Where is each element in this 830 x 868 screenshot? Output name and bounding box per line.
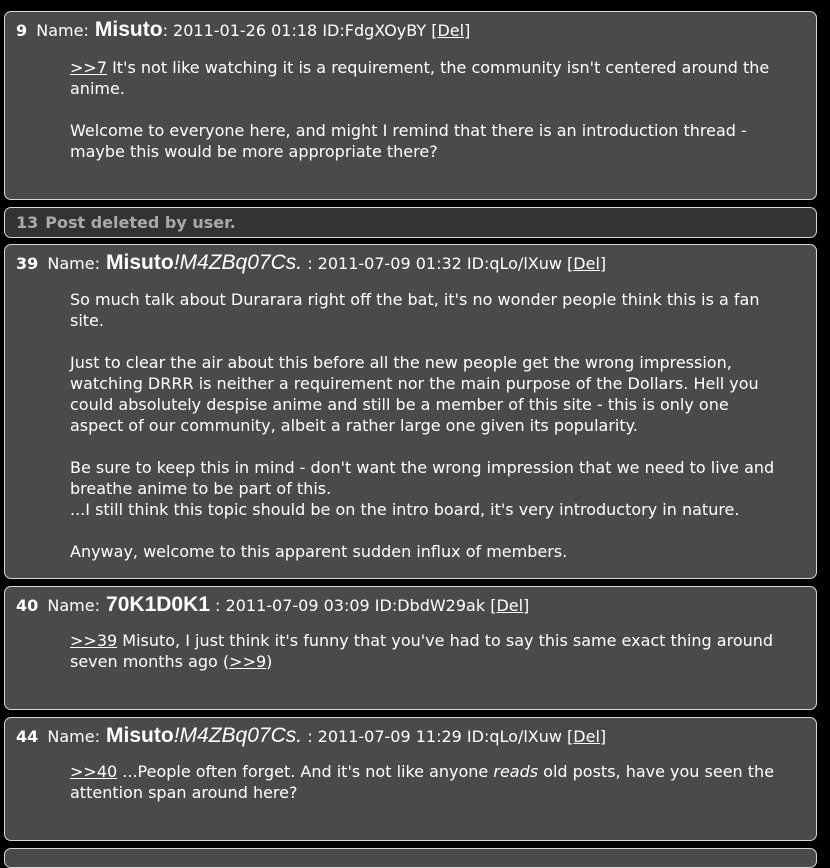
paragraph [70,541,786,562]
paragraph-text: Welcome to everyone here, and might I remind that there is an introduction thread - maybe this would be more appropriate there? [70,121,747,161]
post-44 [4,717,817,841]
bracket-close: ] [599,727,607,746]
name-label: Name: [47,727,100,746]
paragraph-text: Just to clear the air about this before all the new people get the wrong impression, watching DRRR is neither a requirement nor the main purpose of the Dollars. Hell you could absolutely despise anime and still be a member of this site - this is only one aspect of our community, albeit a rather large one given its popularity. [70,353,759,435]
delete-link[interactable]: Del [496,596,524,615]
post-next-partial [4,848,817,868]
post-header [16,251,606,276]
paragraph [70,352,786,436]
post-header [16,593,529,618]
paragraph-text: Anyway, welcome to this apparent sudden influx of members. [70,542,568,561]
paragraph-text: So much talk about Durarara right off the bat, it's no wonder people think this is a fan site. [70,290,760,330]
delete-link[interactable]: Del [573,254,600,273]
paragraph [70,120,786,162]
post-meta: : 2011-07-09 01:32 ID:qLo/lXuw [ [307,254,574,273]
name-label: Name: [36,21,89,40]
quote-link[interactable]: >>39 [70,631,118,650]
post-number[interactable]: 9 [16,21,28,40]
name-label: Name: [47,596,100,615]
tripcode: !M4ZBq07Cs. [173,724,303,747]
deleted-notice [16,212,236,234]
post-39 [4,244,817,579]
paragraph-text: Be sure to keep this in mind - don't want the wrong impression that we need to live and breathe anime to be part of this. [70,458,775,498]
quote-link[interactable]: >>9 [229,652,267,671]
delete-link[interactable]: Del [437,21,465,40]
post-number[interactable]: 40 [16,596,39,615]
post-header [16,724,606,749]
paragraph-text: ) [266,652,273,671]
post-40 [4,586,817,710]
paragraph-text: ...People often forget. And it's not like anyone [117,762,494,781]
post-meta: : 2011-07-09 11:29 ID:qLo/lXuw [ [307,727,574,746]
post-body [70,761,786,803]
paragraph [70,761,786,803]
post-body [70,57,786,162]
name-label: Name: [47,254,100,273]
emphasis-text: reads [493,762,539,781]
post-number[interactable]: 39 [16,254,39,273]
post-number: 13 [16,213,39,232]
post-body [70,289,786,562]
paragraph-text: It's not like watching it is a requirement, the community isn't centered around the anime. [70,58,770,98]
quote-link[interactable]: >>40 [70,762,118,781]
bracket-close: ] [599,254,607,273]
paragraph-text: Misuto, I just think it's funny that you've had to say this same exact thing around seven months ago ( [70,631,774,671]
post-meta: : 2011-07-09 03:09 ID:DbdW29ak [ [215,596,497,615]
poster-name: 70K1D0K1 [106,593,210,616]
paragraph-text: old posts, have you seen the attention span around here? [70,762,775,802]
bracket-close: ] [523,596,530,615]
tripcode: !M4ZBq07Cs. [173,251,303,274]
paragraph [70,457,786,520]
post-meta: : 2011-01-26 01:18 ID:FdgXOyBY [ [162,21,438,40]
delete-link[interactable]: Del [573,727,600,746]
paragraph [70,57,786,99]
poster-name: Misuto [94,18,163,41]
post-13-deleted [4,207,817,238]
paragraph [70,289,786,331]
poster-name: Misuto [106,251,174,274]
post-9 [4,11,817,200]
paragraph [70,630,786,672]
poster-name: Misuto [106,724,174,747]
post-number[interactable]: 44 [16,727,39,746]
deleted-label: Post deleted by user. [45,213,236,232]
paragraph-text: ...I still think this topic should be on the intro board, it's very introductory in nature. [70,500,740,519]
post-body [70,630,786,672]
post-header [16,18,470,43]
quote-link[interactable]: >>7 [70,58,107,77]
bracket-close: ] [464,21,471,40]
